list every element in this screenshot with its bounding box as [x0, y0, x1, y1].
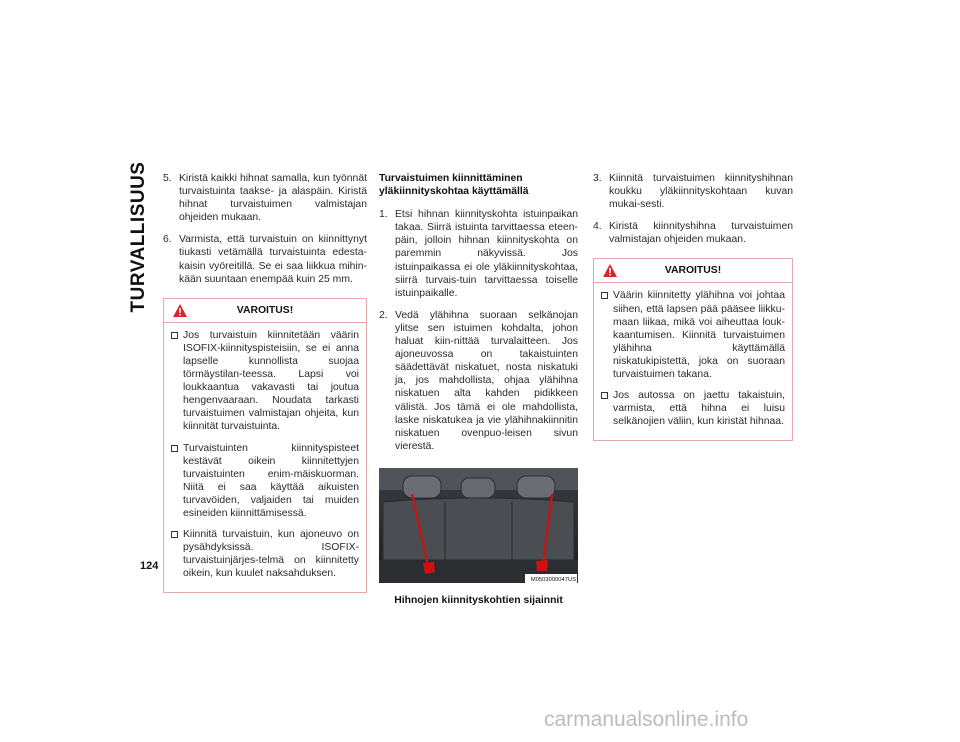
warning-item-text: Jos autossa on jaettu takaistuin, varmista, että hihna ei luisu selkänojien väliin, kun kiristät hihnaa. — [613, 390, 785, 428]
square-bullet-icon — [601, 292, 608, 299]
warning-item — [171, 528, 359, 580]
warning-item-text: Kiinnitä turvaistuin, kun ajoneuvo on pysähdyksissä. ISOFIX-turvaistuinjärjes-telmä on kiinnitetty oikein, kun kuulet naksahduksen. — [183, 529, 359, 580]
column-right — [593, 172, 793, 441]
warning-header — [164, 299, 366, 323]
step-3 — [593, 172, 793, 211]
step-number: 4. — [593, 221, 602, 233]
warning-triangle-icon — [602, 263, 618, 278]
step-5 — [163, 172, 367, 224]
warning-title: VAROITUS! — [664, 265, 722, 277]
warning-header — [594, 259, 792, 283]
warning-item-text: Turvaistuinten kiinnityspisteet kestävät oikein kiinnitettyjen turvaistuinten enim-mäiskuorman. Niitä ei saa käyttää aikuisten turvavöiden, valjaiden tai muiden esineiden kiinnittämisessä. — [183, 442, 359, 519]
watermark: carmanualsonline.info — [544, 708, 749, 731]
square-bullet-icon — [171, 332, 178, 339]
figure-code: M0503000047US — [530, 576, 576, 583]
square-bullet-icon — [171, 531, 178, 538]
step-text: Kiinnitä turvaistuimen kiinnityshihnan koukku yläkiinnityskohtaan kuvan mukai-sesti. — [609, 173, 793, 211]
step-2 — [379, 309, 578, 453]
step-text: Kiristä kiinnityshihna turvaistuimen valmistajan ohjeiden mukaan. — [609, 221, 793, 246]
warning-item-text: Väärin kiinnitetty ylähihna voi johtaa siihen, että lapsen pää pääsee liikku-maan liikaa, mikä voi aiheuttaa louk-kaantumisen. Kiinnitä turvaistuimen ylähihna käyttämällä niskatukipistettä, joka on suoraan turvaistuimen takana. — [613, 290, 785, 381]
step-text: Varmista, että turvaistuin on kiinnittynyt tiukasti vetämällä turvaistuinta edesta-kaisin vyöreitillä. Se ei saa liikkua mihin-kään suuntaan enempää kuin 25 mm. — [179, 234, 367, 285]
section-tab — [126, 161, 152, 313]
step-text: Kiristä kaikki hihnat samalla, kun työnnät turvaistuinta taakse- ja alaspäin. Kiristä hihnat turvaistuimen valmistajan ohjeiden mukaan. — [179, 173, 367, 224]
warning-triangle-icon — [172, 303, 188, 318]
warning-item-text: Jos turvaistuin kiinnitetään väärin ISOFIX-kiinnityspisteisiin, se ei anna lapselle kunnollista suojaa törmäystilan-teessa. Lapsi voi loukkaantua vakavasti tai joutua hengenvaaraan. Noudata tarkasti turvaistuimen valmistajan ohjeita, kun kiinnität turvaistuinta. — [183, 329, 359, 433]
step-number: 1. — [379, 209, 388, 221]
step-1 — [379, 208, 578, 300]
step-text: Vedä ylähihna suoraan selkänojan ylitse sen istuimen kohdalta, johon haluat kiin-nittää turvalaitteen. Jos ajoneuvossa on takaistuinten säädettävät niskatuet, nosta niskatuki ja, jos mahdollista, ohjaa ylähihna niskatuen alta kahden pidikkeen välistä. Jos tämä ei ole mahdollista, laske niskatukea ja vie ylähihnakiinnitin niskatuen ovenpuo-leisen sivun vierestä. — [395, 309, 578, 452]
step-text: Etsi hihnan kiinnityskohta istuinpaikan takaa. Siirrä istuinta tarvittaessa eteen-päin, jolloin hihnan kiinnityskohta on paremmin näkyvissä. Jos istuinpaikassa ei ole yläkiinnityskohtaa, siirrä turvais-tuin tarvittaessa toiselle istuinpaikalle. — [395, 209, 578, 299]
figure-caption: Hihnojen kiinnityskohtien sijainnit — [394, 594, 563, 606]
step-number: 3. — [593, 173, 602, 184]
column-left — [163, 172, 367, 593]
warning-body — [594, 283, 792, 440]
warning-title: VAROITUS! — [236, 304, 294, 316]
section-heading — [379, 172, 578, 198]
warning-item — [601, 389, 785, 428]
square-bullet-icon — [171, 445, 178, 452]
warning-box-left — [163, 298, 367, 594]
section-tab-label: TURVALLISUUS — [128, 161, 149, 313]
step-4 — [593, 220, 793, 246]
section-heading-line1: Turvaistuimen kiinnittäminen — [379, 173, 523, 184]
warning-item — [171, 329, 359, 434]
square-bullet-icon — [601, 392, 608, 399]
step-number: 6. — [163, 234, 172, 246]
tether-anchor-figure — [379, 468, 578, 583]
section-heading-line2: yläkiinnityskohtaa käyttämällä — [379, 186, 529, 198]
warning-box-right — [593, 258, 793, 441]
column-middle — [379, 172, 578, 607]
step-6 — [163, 233, 367, 285]
warning-item — [171, 442, 359, 521]
step-number: 5. — [163, 173, 172, 184]
page-number: 124 — [140, 560, 159, 572]
warning-item — [601, 289, 785, 381]
warning-body — [164, 323, 366, 593]
step-number: 2. — [379, 309, 388, 321]
